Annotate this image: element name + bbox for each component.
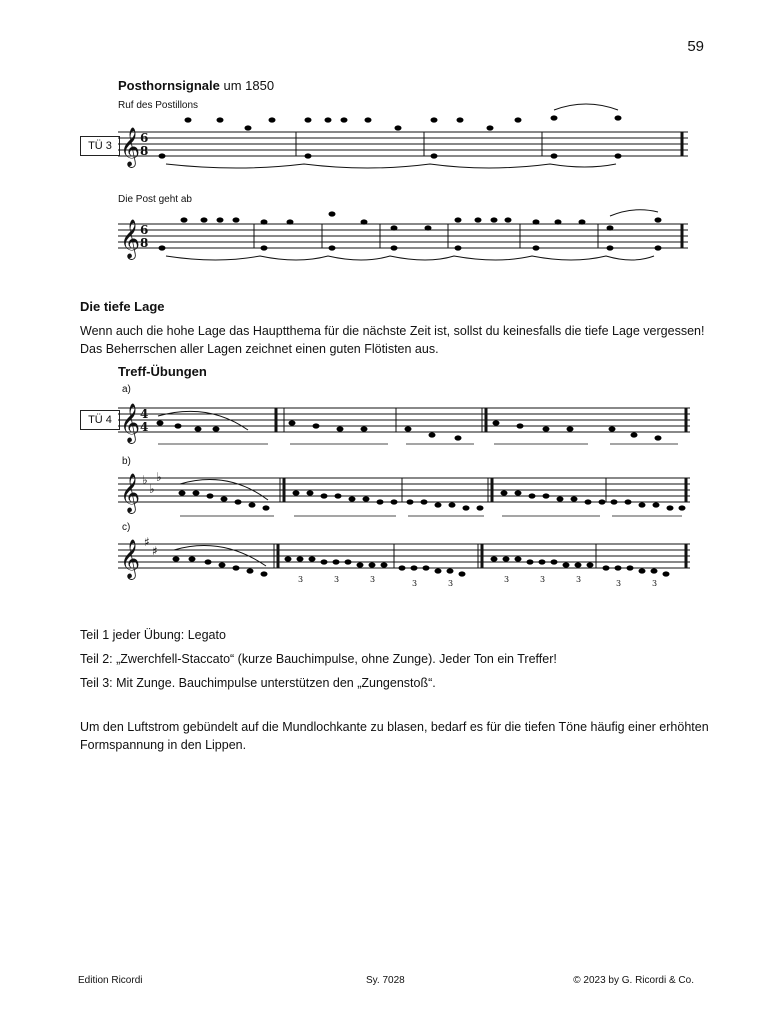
notes bbox=[157, 420, 662, 441]
slur-curve bbox=[554, 104, 618, 110]
slur-curve bbox=[610, 210, 658, 216]
triplet-marks bbox=[298, 575, 657, 588]
posthorn-staff-1 bbox=[118, 120, 694, 180]
staff-lines bbox=[118, 224, 688, 248]
notes bbox=[179, 490, 686, 510]
time-sig-top: 6 bbox=[140, 131, 149, 145]
piece1-caption: Ruf des Postillons bbox=[118, 100, 199, 111]
flat-icon: ♭ bbox=[149, 482, 155, 496]
tiefe-heading: Die tiefe Lage bbox=[80, 299, 165, 314]
triplet-number: 3 bbox=[412, 579, 418, 588]
triplet-number: 3 bbox=[370, 575, 376, 584]
treff-staff-a bbox=[118, 396, 694, 456]
footer-publisher: Edition Ricordi bbox=[78, 975, 143, 986]
part-b-label: b) bbox=[122, 456, 131, 467]
tu3-label: TÜ 3 bbox=[80, 136, 120, 156]
time-sig-bottom: 8 bbox=[140, 144, 149, 158]
treble-clef-icon: 𝄞 bbox=[120, 539, 141, 579]
flat-icon: ♭ bbox=[156, 470, 162, 484]
instruction-teil2: Teil 2: „Zwerchfell-Staccato“ (kurze Bauchimpulse, ohne Zunge). Jeder Ton ein Treffer! bbox=[80, 652, 557, 666]
sharp-icon: ♯ bbox=[144, 535, 150, 549]
tu4-label: TÜ 4 bbox=[80, 410, 120, 430]
part-a-label: a) bbox=[122, 384, 131, 395]
sharp-icon: ♯ bbox=[152, 544, 158, 558]
page-number: 59 bbox=[687, 38, 704, 55]
staff-lines bbox=[118, 478, 690, 502]
treff-title: Treff-Übungen bbox=[118, 364, 207, 379]
tie-curve bbox=[166, 256, 654, 260]
treble-clef-icon: 𝄞 bbox=[120, 127, 141, 167]
triplet-number: 3 bbox=[576, 575, 582, 584]
closing-paragraph: Um den Luftstrom gebündelt auf die Mundlochkante zu blasen, bedarf es für die tiefen Töne häufig einer erhöhten Formspannung in den Lippen. bbox=[80, 720, 709, 752]
time-sig-top: 6 bbox=[140, 223, 149, 237]
upper-voice-notes bbox=[181, 211, 662, 230]
instruction-teil1: Teil 1 jeder Übung: Legato bbox=[80, 628, 226, 642]
triplet-number: 3 bbox=[298, 575, 304, 584]
posthorn-staff-2 bbox=[118, 212, 694, 272]
staff-lines bbox=[118, 544, 690, 568]
flat-icon: ♭ bbox=[142, 473, 148, 487]
triplet-number: 3 bbox=[540, 575, 546, 584]
treble-clef-icon: 𝄞 bbox=[120, 219, 141, 259]
triplet-number: 3 bbox=[448, 579, 454, 588]
posthorn-title-suffix: um 1850 bbox=[223, 78, 275, 93]
tiefe-paragraph: Wenn auch die hohe Lage das Hauptthema für die nächste Zeit ist, sollst du keinesfalls die tiefe Lage vergessen! Das Beherrschen aller Lagen zeichnet einen guten Flötisten aus. bbox=[80, 324, 705, 356]
notes bbox=[173, 556, 670, 576]
footer-catalog-number: Sy. 7028 bbox=[366, 975, 405, 986]
triplet-number: 3 bbox=[504, 575, 510, 584]
time-sig-top: 4 bbox=[140, 407, 149, 421]
treble-clef-icon: 𝄞 bbox=[120, 473, 141, 513]
instruction-teil3: Teil 3: Mit Zunge. Bauchimpulse unterstützen den „Zungenstoß“. bbox=[80, 676, 436, 690]
tie-curve bbox=[166, 164, 616, 168]
staff-lines bbox=[118, 132, 688, 156]
triplet-number: 3 bbox=[334, 575, 340, 584]
posthorn-title-text: Posthornsignale bbox=[118, 78, 220, 93]
footer-copyright: © 2023 by G. Ricordi & Co. bbox=[573, 975, 694, 986]
treble-clef-icon: 𝄞 bbox=[120, 403, 141, 443]
triplet-number: 3 bbox=[652, 579, 658, 588]
treff-staff-c bbox=[118, 532, 694, 592]
time-sig-bottom: 8 bbox=[140, 236, 149, 250]
posthorn-title bbox=[118, 78, 274, 93]
piece2-caption: Die Post geht ab bbox=[118, 194, 192, 205]
part-c-label: c) bbox=[122, 522, 131, 533]
upper-voice-notes bbox=[185, 115, 622, 130]
time-sig-bottom: 4 bbox=[140, 420, 149, 434]
triplet-number: 3 bbox=[616, 579, 622, 588]
treff-staff-b bbox=[118, 466, 694, 526]
staff-lines bbox=[118, 408, 690, 432]
